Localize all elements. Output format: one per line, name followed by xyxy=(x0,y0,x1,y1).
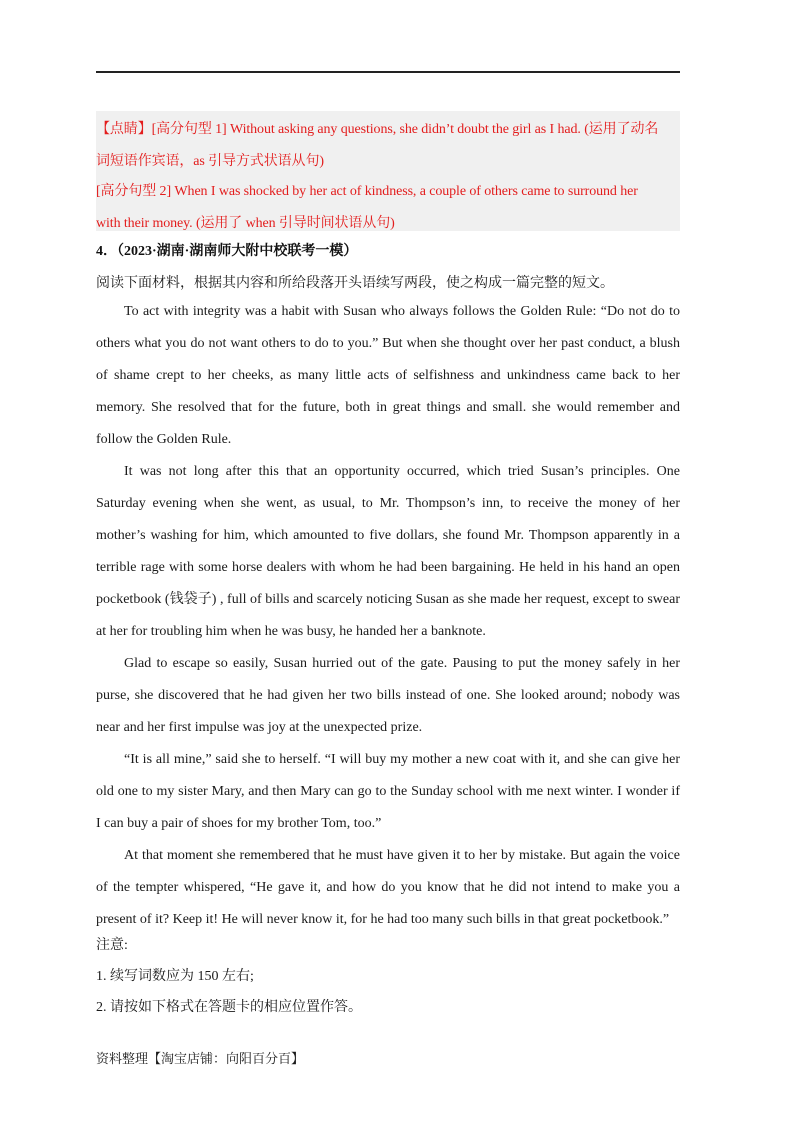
notes-item-2: 2. 请按如下格式在答题卡的相应位置作答。 xyxy=(96,1000,362,1015)
notes-item-1: 1. 续写词数应为 150 左右; xyxy=(96,969,254,984)
question-instruction: 阅读下面材料，根据其内容和所给段落开头语续写两段，使之构成一篇完整的短文。 xyxy=(96,276,614,291)
passage-paragraph-4: “It is all mine,” said she to herself. “I will buy my mother a new coat with it, and she can give her old one to my sister Mary, and then Mary can go to the Sunday school with me next winter. I wonder if I can buy a pair of shoes for my brother Tom, too.” xyxy=(96,752,680,831)
header-rule xyxy=(96,71,680,73)
tip-line-3: [高分句型 2] When I was shocked by her act of kindness, a couple of others came to surround her xyxy=(96,184,638,199)
tip-line-4: with their money. (运用了 when 引导时间状语从句) xyxy=(96,216,395,231)
notes-title: 注意: xyxy=(96,938,128,953)
tip-line-1: 【点睛】[高分句型 1] Without asking any questions, she didn’t doubt the girl as I had. (运用了动名 xyxy=(96,122,659,137)
passage-paragraph-3: Glad to escape so easily, Susan hurried out of the gate. Pausing to put the money safely in her purse, she discovered that he had given her two bills instead of one. She looked around; nobody was near and her first impulse was joy at the unexpected prize. xyxy=(96,656,680,735)
passage-paragraph-1: To act with integrity was a habit with Susan who always follows the Golden Rule: “Do not do to others what you do not want others to do to you.” But when she thought over her past conduct, a blush of shame crept to her cheeks, as many little acts of selfishness and unkindness came back to her memory. She resolved that for the future, both in great things and small. she would remember and follow the Golden Rule. xyxy=(96,304,680,447)
page-footer: 资料整理【淘宝店铺：向阳百分百】 xyxy=(96,1051,305,1066)
passage-paragraph-2: It was not long after this that an opportunity occurred, which tried Susan’s principles. One Saturday evening when she went, as usual, to Mr. Thompson’s inn, to receive the money of her mother’s washing for him, which amounted to five dollars, she found Mr. Thompson apparently in a terrible rage with some horse dealers with whom he had been bargaining. He held in his hand an open pocketbook (钱袋子) , full of bills and scarcely noticing Susan as she made her request, except to swear at her for troubling him when he was busy, he handed her a banknote. xyxy=(96,464,680,639)
reading-passage xyxy=(96,296,680,936)
tip-line-2: 词短语作宾语，as 引导方式状语从句) xyxy=(96,154,324,169)
passage-paragraph-5: At that moment she remembered that he must have given it to her by mistake. But again the voice of the tempter whispered, “He gave it, and how do you know that he did not intend to make you a present of it? Keep it! He will never know it, for he had too many such bills in that great pocketbook.” xyxy=(96,848,680,927)
notes-section xyxy=(96,930,680,1023)
question-heading: 4．（2023·湖南·湖南师大附中校联考一模） xyxy=(96,244,358,259)
